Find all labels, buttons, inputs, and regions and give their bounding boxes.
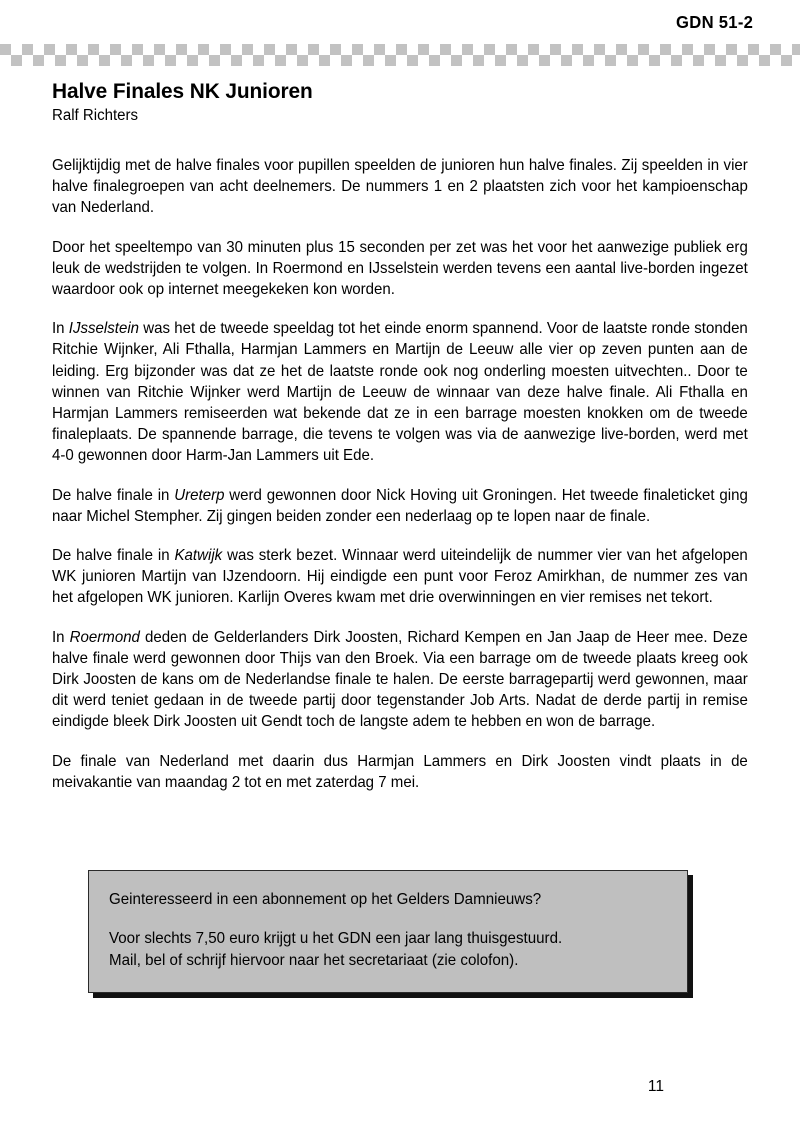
page-number: 11 [647,1078,664,1095]
place-name: Katwijk [174,547,223,565]
promo-box [88,870,688,993]
paragraph-katwijk: De halve finale in Katwijk was sterk bezet. Winnaar werd uiteindelijk de nummer vier van het afgelopen WK junioren Martijn van IJzendoorn. Hij eindigde een punt voor Feroz Amirkhan, de nummer zes van het afgelopen WK junioren. Karlijn Overes kwam met drie overwinningen en vier remises net tekort. [52,547,748,607]
checkerboard-row-top [0,44,800,55]
paragraph-finale: De finale van Nederland met daarin dus Harmjan Lammers en Dirk Joosten vindt plaats in de meivakantie van maandag 2 tot en met zaterdag 7 mei. [52,752,748,791]
paragraph-ijsselstein: In IJsselstein was het de tweede speeldag tot het einde enorm spannend. Voor de laatste ronde stonden Ritchie Wijnker, Ali Fthalla, Harmjan Lammers en Martijn de Leeuw alle vier op zeven punten aan de leiding. Erg bijzonder was dat ze het de laatste ronde ook nog onderling moesten uitvechten.. Door te winnen van Ritchie Wijnker werd Martijn de Leeuw de winnaar van deze halve finale. Ali Fthalla en Harmjan Lammers remiseerden wat bekende dat ze in een barrage moesten knokken om de tweede finaleplaats. De spannende barrage, die tevens te volgen was via de aanwezige live-borden, werd met 4-0 gewonnen door Harm-Jan Lammers uit Ede. [52,320,748,465]
place-name: Roermond [69,628,140,646]
checkerboard-row-bottom [0,55,800,66]
promo-contact-line: Mail, bel of schrijf hiervoor naar het secretariaat (zie colofon). [109,952,519,969]
promo-price-line: Voor slechts 7,50 euro krijgt u het GDN een jaar lang thuisgestuurd. [109,930,563,947]
article-body [52,78,748,793]
page-title: Halve Finales NK Junioren [52,79,313,103]
paragraph-roermond: In Roermond deden de Gelderlanders Dirk Joosten, Richard Kempen en Jan Jaap de Heer mee. Deze halve finale werd gewonnen door Thijs van den Broek. Via een barrage om de tweede plaats kreeg ook Dirk Joosten de kans om de Nederlandse finale te halen. De eerste barragepartij werd gewonnen, maar dit werd teniet gedaan in de tweede partij door tegenstander Job Arts. Nadat de derde partij in remise eindigde bleek Dirk Joosten uit Gendt toch de langste adem te hebben en won de barrage. [52,628,748,731]
place-name: IJsselstein [68,320,140,338]
promo-spacer [109,911,667,928]
paragraph-speeltempo: Door het speeltempo van 30 minuten plus 15 seconden per zet was het voor het aanwezige publiek erg leuk de wedstrijden te volgen. In Roermond en IJsselstein werden tevens een aantal live-borden ingezet waardoor ook op internet meegekeken kon worden. [52,238,748,299]
promo-headline: Geinteresseerd in een abonnement op het Gelders Damnieuws? [109,891,542,908]
page-header [0,0,800,44]
paragraph-ureterp: De halve finale in Ureterp werd gewonnen door Nick Hoving uit Groningen. Het tweede finaleticket ging naar Michel Stempher. Zij gingen beiden zonder een nederlaag op te lopen naar de finale. [52,486,748,525]
article-author: Ralf Richters [52,107,139,124]
subscription-promo [88,870,688,993]
place-name: Ureterp [174,486,225,504]
issue-label: GDN 51-2 [675,12,753,32]
checkerboard-divider [0,44,800,67]
paragraph-intro: Gelijktijdig met de halve finales voor pupillen speelden de junioren hun halve finales. Zij speelden in vier halve finalegroepen van acht deelnemers. De nummers 1 en 2 plaatsten zich voor het kampioenschap van Nederland. [52,157,748,217]
